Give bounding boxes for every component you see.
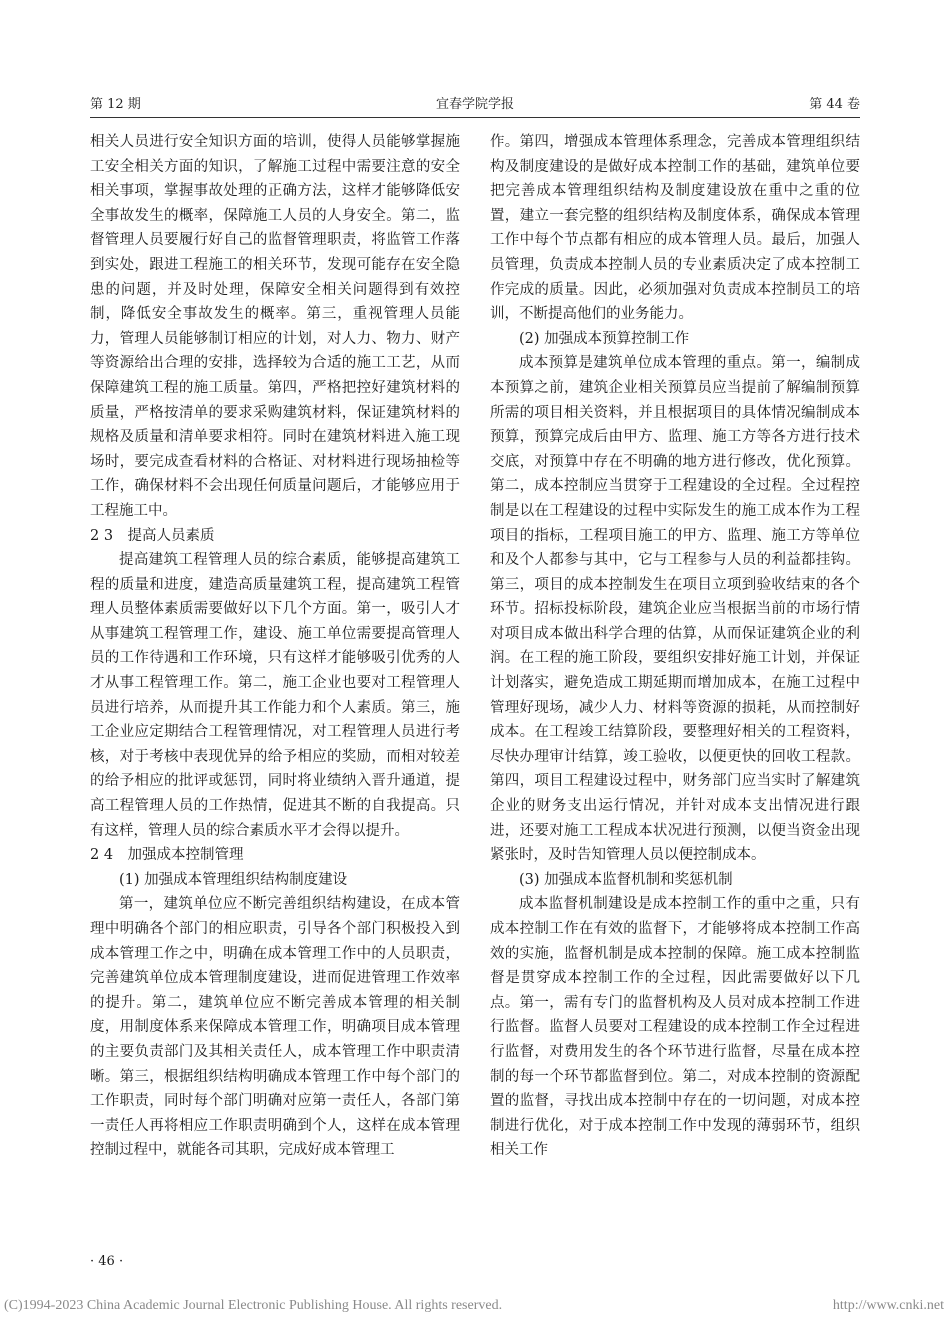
paragraph: 成本监督机制建设是成本控制工作的重中之重，只有成本控制工作在有效的监督下，才能够将成本控制工作高效的实施，监督机制是成本控制的保障。施工成本控制监督是贯穿成本控制工作的全过程，因此需要做好以下几点。第一，需有专门的监督机构及人员对成本控制工作进行监督。监督人员要对工程建设的成本控制工作全过程进行监督，对费用发生的各个环节进行监督，尽量在成本控制的每一个环节都监督到位。第二，对成本控制的资源配置的监督，寻找出成本控制中存在的一切问题，对成本控制进行优化，对于成本控制工作中发现的薄弱环节，组织相关工作 <box>490 896 860 1159</box>
journal-title: 宜春学院学报 <box>435 97 514 112</box>
paragraph: 相关人员进行安全知识方面的培训，使得人员能够掌握施工安全相关方面的知识，了解施工过程中需要注意的安全相关事项，掌握事故处理的正确方法，这样才能够降低安全事故发生的概率，保障施工人员的人身安全。第二，监督管理人员要履行好自己的监督管理职责，将监管工作落到实处，跟进工程施工的相关环节，发现可能存在安全隐患的问题，并及时处理，保障安全相关问题得到有效控制，降低安全事故发生的概率。第三，重视管理人员能力，管理人员能够制订相应的计划，对人力、物力、财产等资源给出合理的安排，选择较为合适的施工工艺，从而保障建筑工程的施工质量。第四，严格把控好建筑材料的质量，严格按清单的要求采购建筑材料，保证建筑材料的规格及质量和清单要求相符。同时在建筑材料进入施工现场时，要完成查看材料的合格证、对材料进行现场抽检等工作，确保材料不会出现任何质量问题后，才能够应用于工程施工中。 <box>90 134 460 519</box>
subsection-heading-2: (2) 加强成本预算控制工作 <box>519 330 690 347</box>
subsection-heading-3: (3) 加强成本监督机制和奖惩机制 <box>519 871 733 888</box>
cnki-url[interactable]: http://www.cnki.net <box>832 1298 944 1313</box>
section-heading-2-3: 2 3 提高人员素质 <box>90 527 215 544</box>
section-heading-2-4: 2 4 加强成本控制管理 <box>90 847 244 864</box>
running-header <box>90 93 860 115</box>
subsection-heading-1: (1) 加强成本管理组织结构制度建设 <box>119 871 348 888</box>
left-column <box>90 130 460 1250</box>
volume-number: 第 44 卷 <box>809 97 860 112</box>
issue-number: 第 12 期 <box>90 97 141 112</box>
cnki-footer <box>0 1298 950 1320</box>
paragraph: 成本预算是建筑单位成本管理的重点。第一，编制成本预算之前，建筑企业相关预算员应当提前了解编制预算所需的项目相关资料，并且根据项目的具体情况编制成本预算，预算完成后由甲方、监理、施工方等各方进行技术交底，对预算中存在不明确的地方进行修改，优化预算。第二，成本控制应当贯穿于工程建设的全过程。全过程控制是以在工程建设的过程中实际发生的施工成本作为工程项目的指标，工程项目施工的甲方、监理、施工方等单位和及个人都参与其中，它与工程参与人员的利益都挂钩。第三，项目的成本控制发生在项目立项到验收结束的各个环节。招标投标阶段，建筑企业应当根据当前的市场行情对项目成本做出科学合理的估算，从而保证建筑企业的利润。在工程的施工阶段，要组织安排好施工计划，并保证计划落实，避免造成工期延期而增加成本，在施工过程中管理好现场，减少人力、材料等资源的损耗，从而控制好成本。在工程竣工结算阶段，要整理好相关的工程资料，尽快办理审计结算，竣工验收，以便更快的回收工程款。第四，项目工程建设过程中，财务部门应当实时了解建筑企业的财务支出运行情况，并针对成本支出情况进行跟进，还要对施工工程成本状况进行预测，以便当资金出现紧张时，及时告知管理人员以便控制成本。 <box>490 355 860 864</box>
page-number: · 46 · <box>90 1254 124 1269</box>
paragraph: 作。第四，增强成本管理体系理念，完善成本管理组织结构及制度建设的是做好成本控制工作的基础，建筑单位要把完善成本管理组织结构及制度建设放在重中之重的位置，建立一套完整的组织结构及制度体系，确保成本管理工作中每个节点都有相应的成本管理人员。最后，加强人员管理，负责成本控制人员的专业素质决定了成本控制工作完成的质量。因此，必须加强对负责成本控制员工的培训，不断提高他们的业务能力。 <box>490 134 860 323</box>
paragraph: 提高建筑工程管理人员的综合素质，能够提高建筑工程的质量和进度，建造高质量建筑工程，提高建筑工程管理人员整体素质需要做好以下几个方面。第一，吸引人才从事建筑工程管理工作，建设、施工单位需要提高管理人员的工作待遇和工作环境，只有这样才能够吸引优秀的人才从事工程管理工作。第二，施工企业也要对工程管理人员进行培养，从而提升其工作能力和个人素质。第三，施工企业应定期结合工程管理情况，对工程管理人员进行考核，对于考核中表现优异的给予相应的奖励，而相对较差的给予相应的批评或惩罚，同时将业绩纳入晋升通道，提高工程管理人员的工作热情，促进其不断的自我提高。只有这样，管理人员的综合素质水平才会得以提升。 <box>90 552 460 839</box>
right-column <box>490 130 860 1250</box>
header-divider <box>90 117 860 118</box>
paragraph: 第一，建筑单位应不断完善组织结构建设，在成本管理中明确各个部门的相应职责，引导各个部门积极投入到成本管理工作之中，明确在成本管理工作中的人员职责，完善建筑单位成本管理制度建设，进而促进管理工作效率的提升。第二，建筑单位应不断完善成本管理的相关制度，用制度体系来保障成本管理工作，明确项目成本管理的主要负责部门及其相关责任人，成本管理工作中职责清晰。第三，根据组织结构明确成本管理工作中每个部门的工作职责，同时每个部门明确对应第一责任人，各部门第一责任人再将相应工作职责明确到个人，这样在成本管理控制过程中，就能各司其职，完成好成本管理工 <box>90 896 460 1159</box>
copyright-notice: (C)1994-2023 China Academic Journal Electronic Publishing House. All rights reserved. <box>4 1298 503 1313</box>
